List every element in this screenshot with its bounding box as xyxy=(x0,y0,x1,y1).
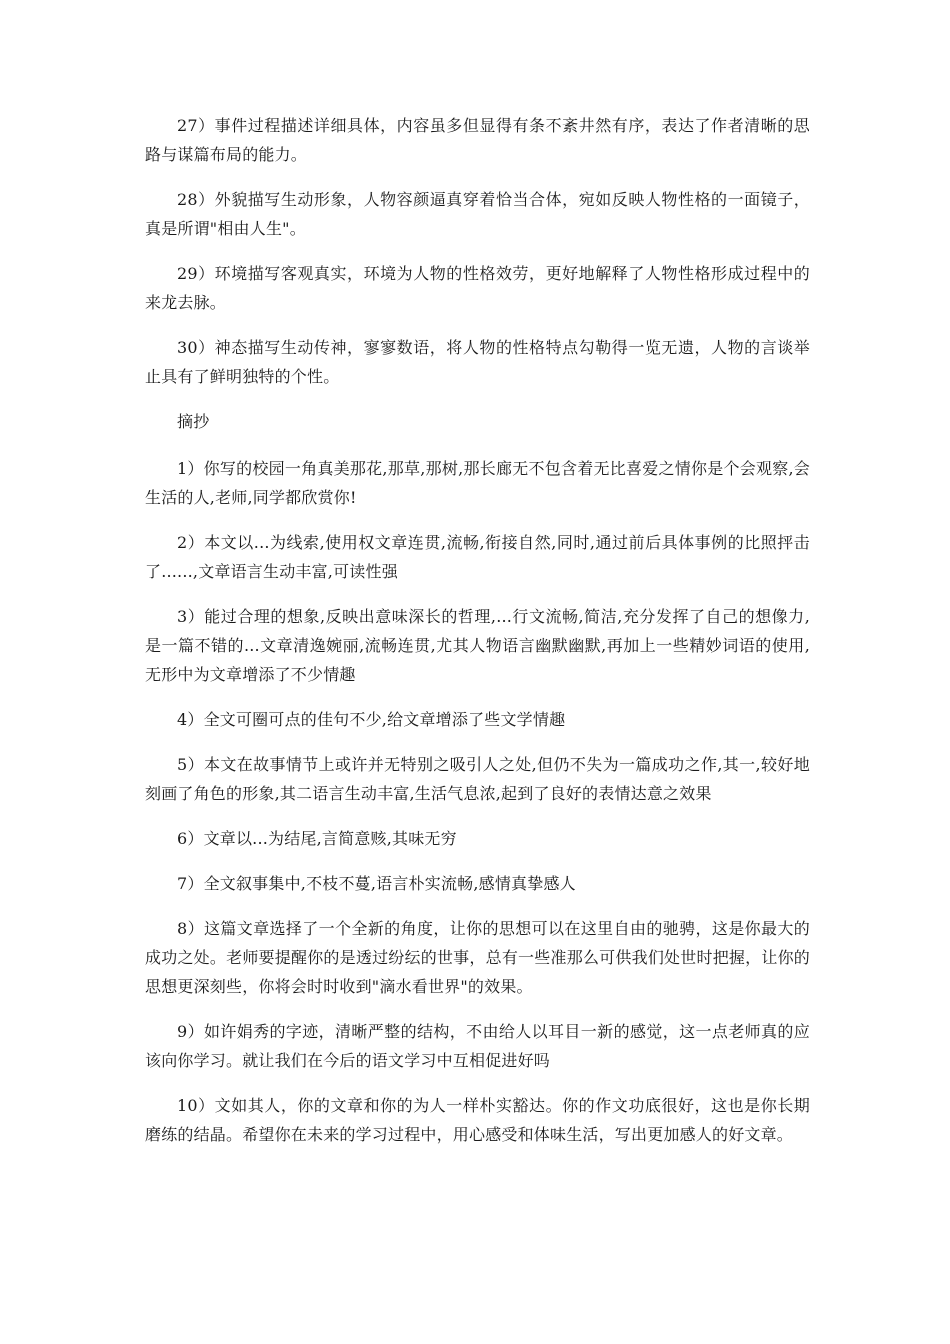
excerpt-6: 6）文章以...为结尾,言简意赅,其味无穷 xyxy=(177,829,457,848)
excerpt-10: 10）文如其人，你的文章和你的为人一样朴实豁达。你的作文功底很好，这也是你长期磨练的结晶。希望你在未来的学习过程中，用心感受和体味生活，写出更加感人的好文章。 xyxy=(145,1096,810,1144)
paragraph-30: 30）神态描写生动传神，寥寥数语，将人物的性格特点勾勒得一览无遗，人物的言谈举止具有了鲜明独特的个性。 xyxy=(145,338,810,386)
excerpt-5: 5）本文在故事情节上或许并无特别之吸引人之处,但仍不失为一篇成功之作,其一,较好地刻画了角色的形象,其二语言生动丰富,生活气息浓,起到了良好的表情达意之效果 xyxy=(145,755,810,803)
excerpt-2: 2）本文以...为线索,使用权文章连贯,流畅,衔接自然,同时,通过前后具体事例的比照抨击了......,文章语言生动丰富,可读性强 xyxy=(145,533,810,581)
document-page xyxy=(145,111,810,1165)
paragraph-27: 27）事件过程描述详细具体，内容虽多但显得有条不紊井然有序，表达了作者清晰的思路与谋篇布局的能力。 xyxy=(145,116,810,164)
section-title: 摘抄 xyxy=(177,412,210,431)
paragraph-29: 29）环境描写客观真实，环境为人物的性格效劳，更好地解释了人物性格形成过程中的来龙去脉。 xyxy=(145,264,810,312)
paragraph-28: 28）外貌描写生动形象，人物容颜逼真穿着恰当合体，宛如反映人物性格的一面镜子，真是所谓"相由人生"。 xyxy=(145,190,810,238)
excerpt-7: 7）全文叙事集中,不枝不蔓,语言朴实流畅,感情真挚感人 xyxy=(177,874,576,893)
excerpt-8: 8）这篇文章选择了一个全新的角度，让你的思想可以在这里自由的驰骋，这是你最大的成功之处。老师要提醒你的是透过纷纭的世事，总有一些准那么可供我们处世时把握，让你的思想更深刻些，你将会时时收到"滴水看世界"的效果。 xyxy=(145,919,810,996)
excerpt-4: 4）全文可圈可点的佳句不少,给文章增添了些文学情趣 xyxy=(177,710,566,729)
excerpt-9: 9）如许娟秀的字迹，清晰严整的结构，不由给人以耳目一新的感觉，这一点老师真的应该向你学习。就让我们在今后的语文学习中互相促进好吗 xyxy=(145,1022,810,1070)
excerpt-1: 1）你写的校园一角真美那花,那草,那树,那长廊无不包含着无比喜爱之情你是个会观察,会生活的人,老师,同学都欣赏你! xyxy=(145,459,810,507)
excerpt-3: 3）能过合理的想象,反映出意味深长的哲理,...行文流畅,简洁,充分发挥了自己的想像力,是一篇不错的...文章清逸婉丽,流畅连贯,尤其人物语言幽默幽默,再加上一些精妙词语的使用,无形中为文章增添了不少情趣 xyxy=(145,607,810,684)
